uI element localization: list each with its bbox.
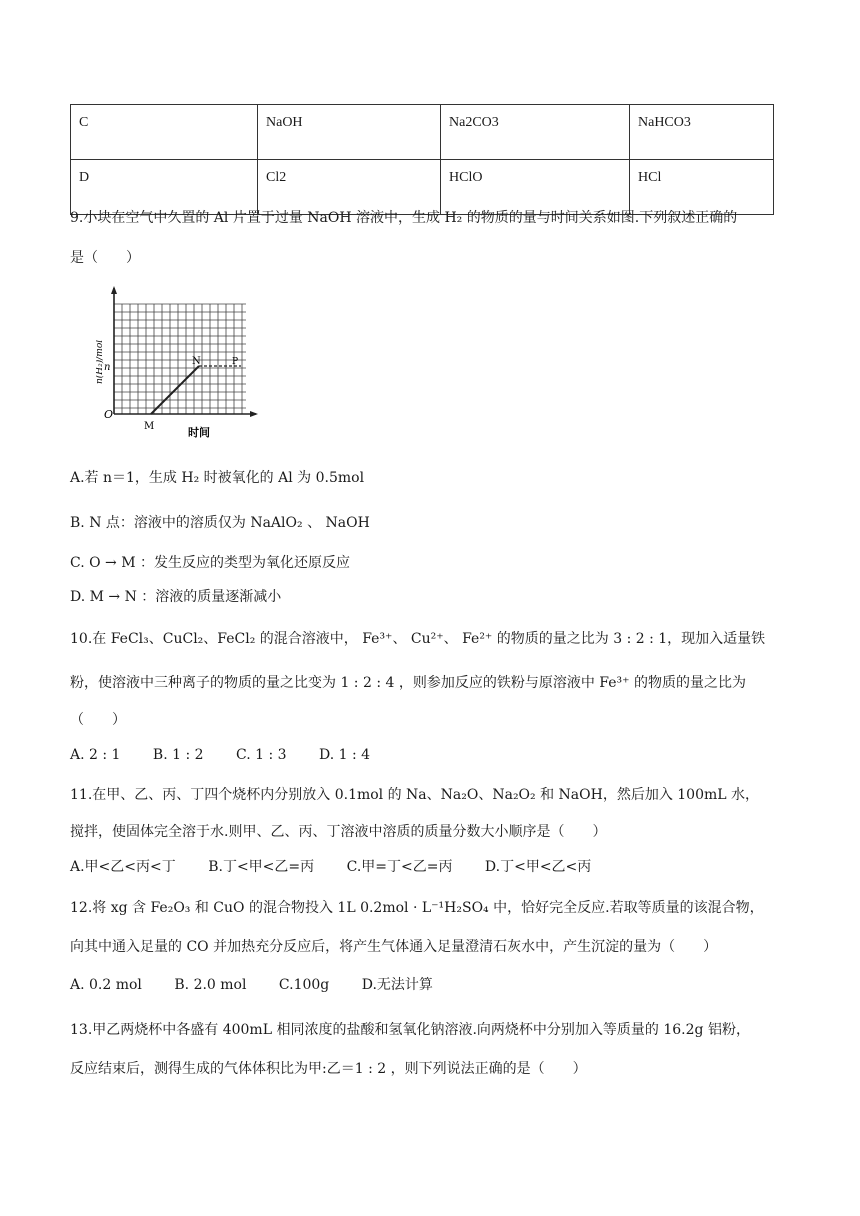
- q10-option-b: B. 1 : 2: [152, 747, 204, 763]
- x-axis-label: 时间: [188, 426, 210, 439]
- origin-label: O: [104, 408, 114, 421]
- cell: HCl: [630, 160, 774, 215]
- curve-mn: [151, 366, 199, 414]
- q9-graph: [96, 284, 266, 444]
- grid-lines: [114, 304, 246, 414]
- q12-option-d: D.无法计算: [361, 977, 433, 993]
- q10-line2: 粉，使溶液中三种离子的物质的量之比变为 1 : 2 : 4 ，则参加反应的铁粉与原溶液中 Fe³⁺ 的物质的量之比为: [70, 675, 746, 691]
- q9-option-a: A.若 n＝1，生成 H₂ 时被氧化的 Al 为 0.5mol: [70, 470, 365, 486]
- y-axis-label: n(H₂)/mol: [96, 339, 105, 384]
- q12-option-b: B. 2.0 mol: [174, 977, 247, 993]
- cell-text: Na2CO3: [449, 115, 499, 130]
- q10-option-c: C. 1 : 3: [235, 747, 287, 763]
- point-n-label: N: [192, 356, 201, 367]
- q9-option-b: B. N 点：溶液中的溶质仅为 NaAlO₂ 、 NaOH: [70, 515, 370, 531]
- q11-line2: 搅拌，使固体完全溶于水.则甲、乙、丙、丁溶液中溶质的质量分数大小顺序是（ ）: [70, 824, 607, 840]
- q9-option-c: C. O → M ：发生反应的类型为氧化还原反应: [70, 555, 351, 571]
- point-p-label: P: [232, 357, 239, 367]
- q13-line1: 13.甲乙两烧杯中各盛有 400mL 相同浓度的盐酸和氢氧化钠溶液.向两烧杯中分别加入等质量的 16.2g 铝粉，: [70, 1022, 750, 1038]
- q10-option-d: D. 1 : 4: [318, 747, 371, 763]
- cell: [441, 105, 630, 160]
- q12-line1: 12.将 xg 含 Fe₂O₃ 和 CuO 的混合物投入 1L 0.2mol · L⁻¹H₂SO₄ 中，恰好完全反应.若取等质量的该混合物，: [70, 900, 764, 916]
- cell: Cl2: [258, 160, 441, 215]
- y-axis-arrow: [111, 286, 117, 294]
- cell: [630, 105, 774, 160]
- graph-svg: [96, 284, 266, 444]
- cell: NaOH: [258, 105, 441, 160]
- point-m-label: M: [144, 421, 155, 432]
- cell-text: NaHCO3: [638, 115, 691, 130]
- q11-options: [70, 857, 619, 877]
- q11-option-c: C.甲=丁<乙=丙: [346, 859, 453, 875]
- q12-option-a: A. 0.2 mol: [70, 977, 142, 993]
- q9-option-d: D. M → N ：溶液的质量逐渐减小: [70, 589, 282, 605]
- q10-option-a: A. 2 : 1: [70, 747, 121, 763]
- table-row: [71, 160, 774, 215]
- x-axis-arrow: [250, 411, 258, 417]
- q13-line2: 反应结束后，测得生成的气体体积比为甲:乙＝1 : 2 ，则下列说法正确的是（ ）: [70, 1061, 587, 1077]
- cell: HClO: [441, 160, 630, 215]
- q12-line2: 向其中通入足量的 CO 并加热充分反应后，将产生气体通入足量澄清石灰水中，产生沉淀的量为（ ）: [70, 939, 718, 955]
- options-table: [70, 104, 774, 215]
- q10-options: [70, 745, 398, 765]
- table-row: [71, 105, 774, 160]
- q11-option-b: B.丁<甲<乙=丙: [208, 859, 315, 875]
- q11-option-d: D.丁<甲<乙<丙: [484, 859, 592, 875]
- row-label: D: [71, 160, 258, 215]
- q12-option-c: C.100g: [278, 977, 330, 993]
- n-label: n: [104, 362, 111, 373]
- q11-line1: 11.在甲、乙、丙、丁四个烧杯内分别放入 0.1mol 的 Na、Na₂O、Na₂O₂ 和 NaOH，然后加入 100mL 水，: [70, 787, 760, 803]
- q10-line1: 10.在 FeCl₃、CuCl₂、FeCl₂ 的混合溶液中， Fe³⁺、 Cu²⁺、 Fe²⁺ 的物质的量之比为 3 : 2 : 1，现加入适量铁: [70, 631, 766, 647]
- q9-stem-line1: 9.小块在空气中久置的 Al 片置于过量 NaOH 溶液中，生成 H₂ 的物质的量与时间关系如图.下列叙述正确的: [70, 210, 738, 226]
- q9-stem-line2: 是（ ）: [70, 250, 140, 266]
- q10-line3: （ ）: [70, 712, 126, 728]
- q11-option-a: A.甲<乙<丙<丁: [70, 859, 176, 875]
- q12-options: [70, 975, 461, 995]
- row-label: C: [71, 105, 258, 160]
